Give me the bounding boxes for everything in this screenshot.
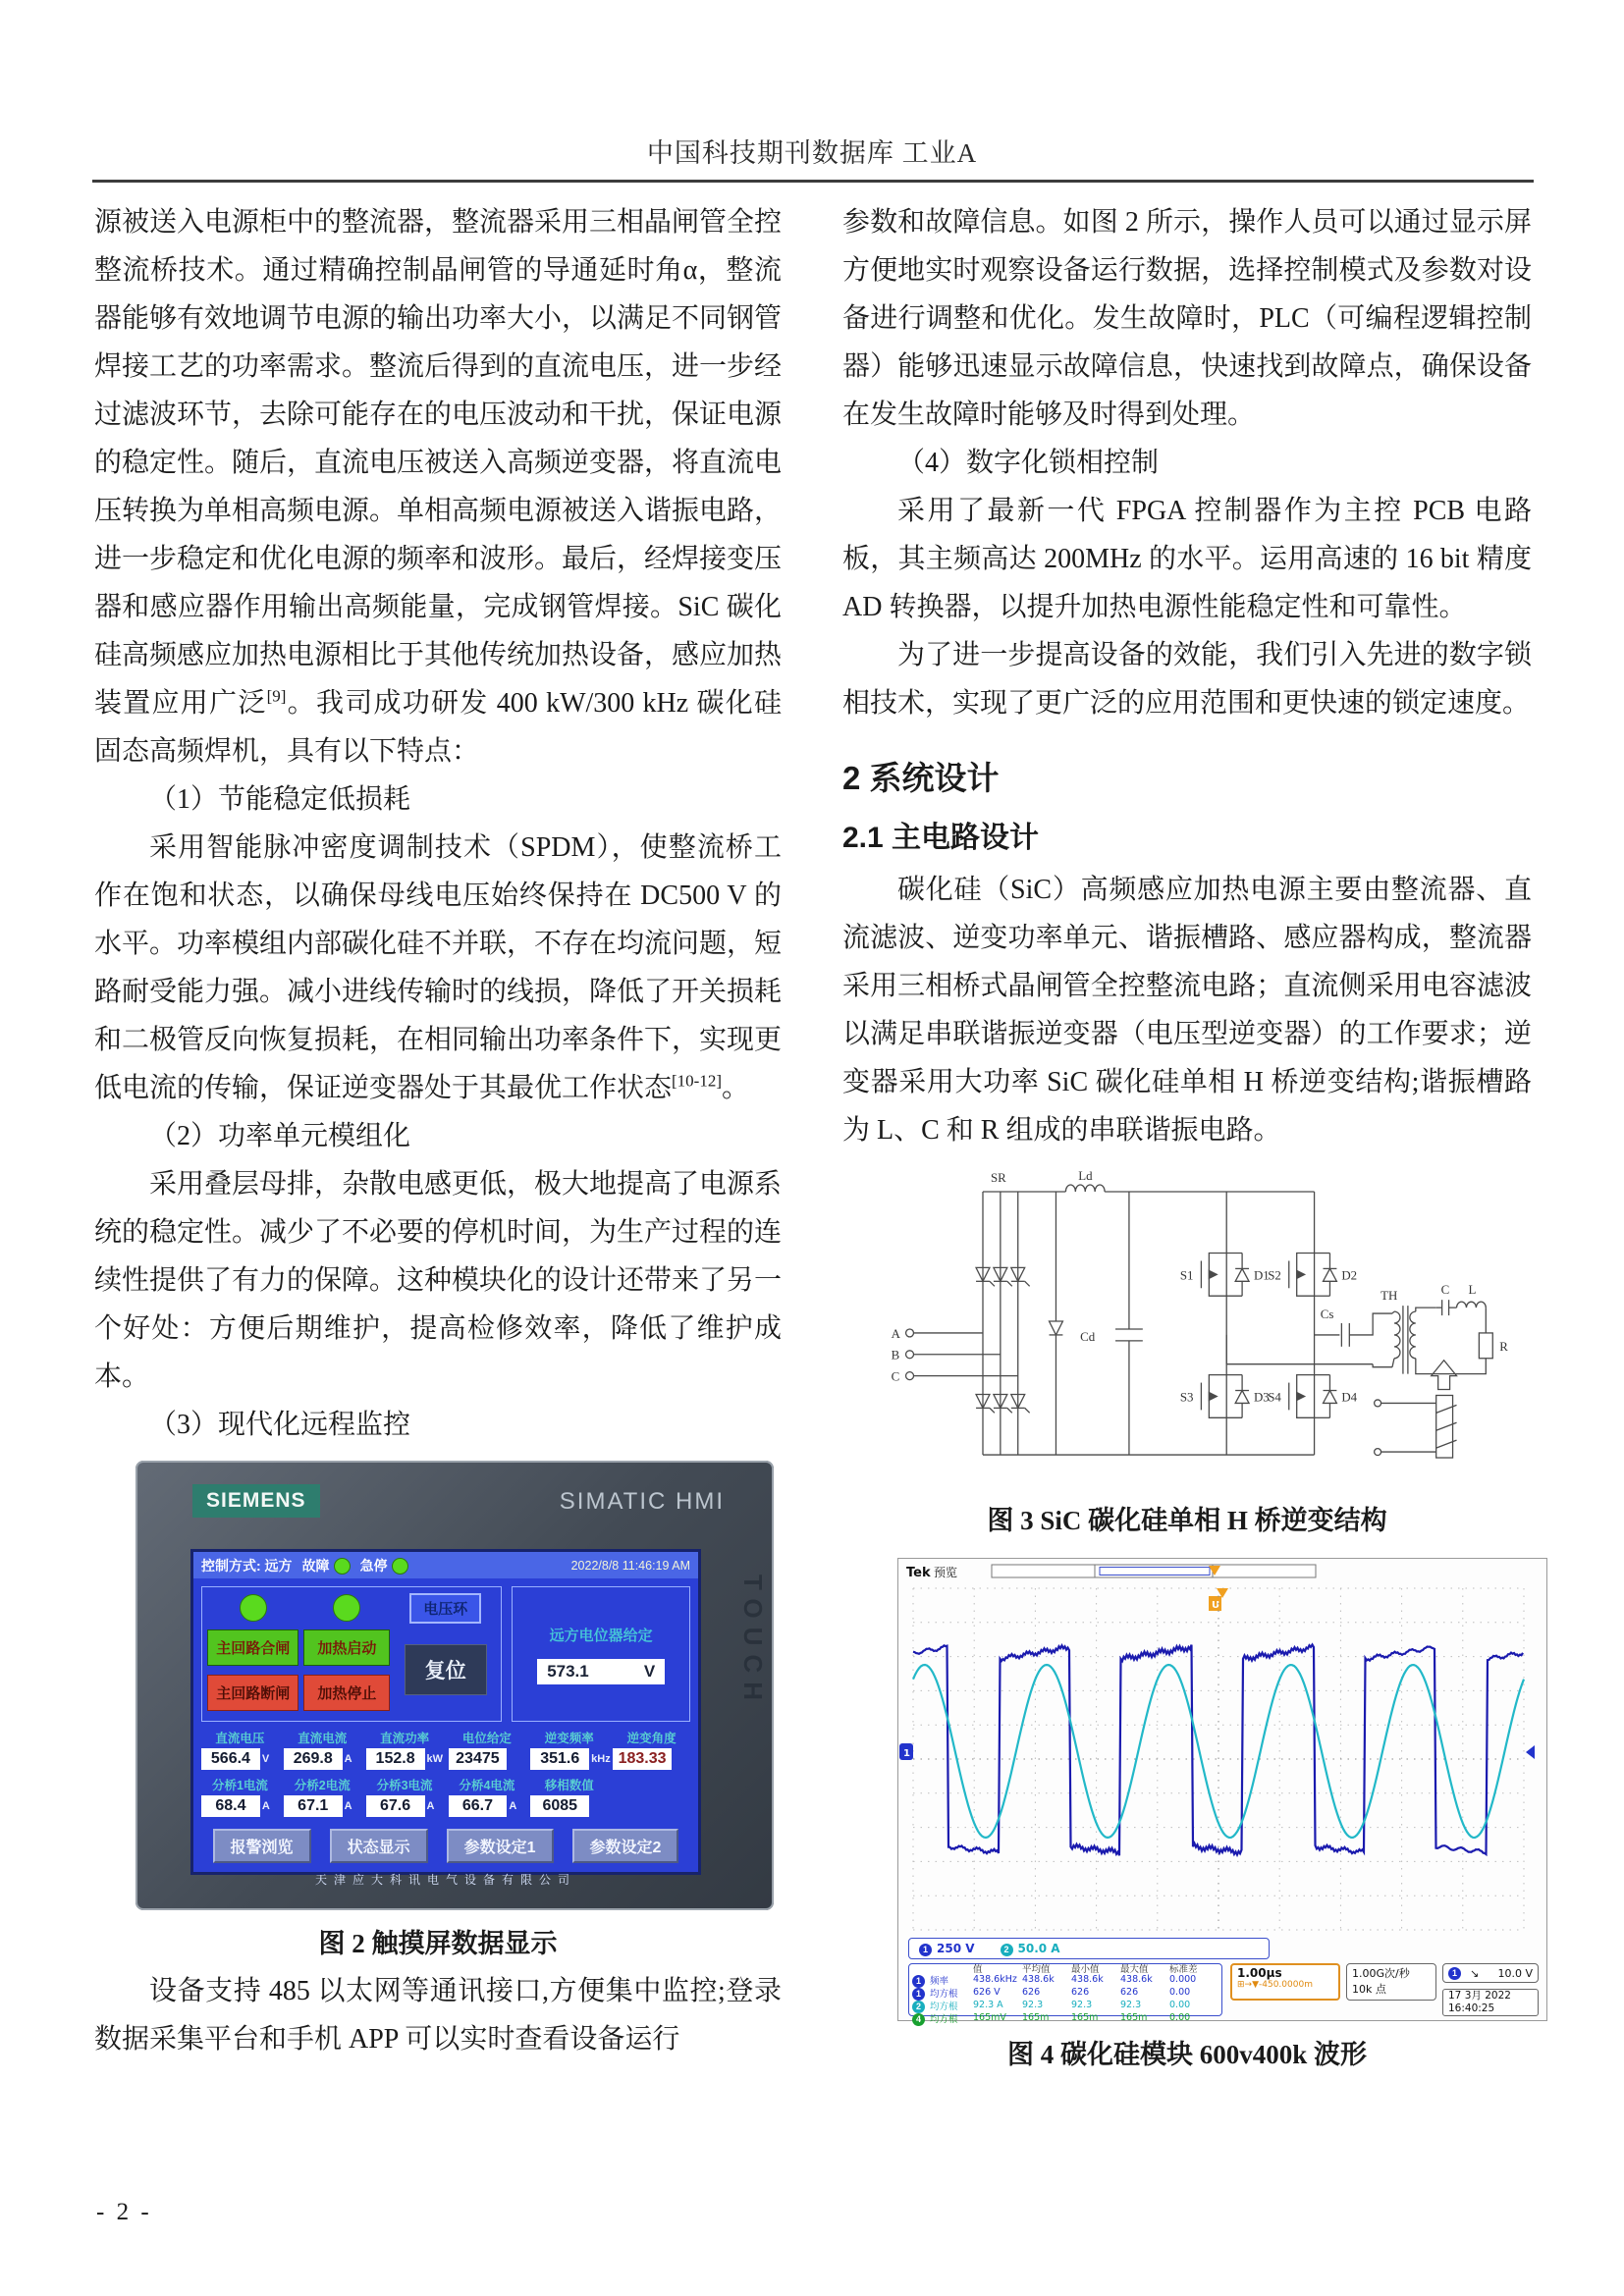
cell-unit: A (426, 1800, 435, 1812)
param-set2-button: 参数设定2 (572, 1829, 679, 1863)
reset-button: 复位 (405, 1644, 487, 1695)
pot-value-number: 573.1 (547, 1661, 589, 1681)
heating-start-button: 加热启动 (303, 1629, 390, 1666)
col-header: 最大值 (1120, 1964, 1149, 1975)
cell-label: 电位给定 (461, 1732, 512, 1745)
ch1-ground-marker (899, 1743, 913, 1760)
label-d3: D3 (1254, 1390, 1270, 1405)
scope-mode: 预览 (934, 1566, 958, 1579)
list-item-1-body (94, 824, 782, 1112)
ch4-badge: 4 (912, 2013, 925, 2026)
measurement-row-ch1-rms: 1 均方根 626 V 626 626 626 0.00 (912, 1988, 1218, 2001)
label-cs: Cs (1320, 1308, 1334, 1322)
measurement-row-ch2-rms: 2 均方根 92.3 A 92.3 92.3 92.3 0.00 (912, 2001, 1218, 2013)
trigger-slope-icon: ↘ (1470, 1966, 1480, 1980)
siemens-logo: SIEMENS (192, 1484, 320, 1518)
list-item-2-body: 采用叠层母排，杂散电感更低，极大地提高了电源系统的稳定性。减少了不必要的停机时间，为生产过程的连续性提供了有力的保障。这种模块化的设计还带来了另一个好处：方便后期维护，提高检修效率，降低了维护成本。 (94, 1169, 783, 1392)
control-mode-label: 控制方式: 远方 (201, 1557, 293, 1574)
label-th: TH (1380, 1289, 1398, 1304)
figure2-caption: 图 2 触摸屏数据显示 (318, 1929, 558, 1958)
hmi-nav-bar (193, 1823, 698, 1863)
inverter-frequency-cell (530, 1729, 611, 1770)
citation-ref-10-12: [10-12] (672, 1071, 722, 1091)
cell-value: 6085 (530, 1795, 589, 1817)
cell-label: 分桥3电流 (376, 1779, 433, 1792)
paragraph-plc: 参数和故障信息。如图 2 所示，操作人员可以通过显示屏方便地实时观察设备运行数据，选择控制模式及参数对设备进行调整和优化。发生故障时，PLC（可编程逻辑控制器）能够迅速显示故障信息，快速找到故障点，确保设备在发生故障时能够及时得到处理。 (842, 207, 1532, 430)
bridge1-current-cell (201, 1776, 279, 1817)
cell-label: 直流电流 (298, 1732, 348, 1745)
section-2-heading: 2 系统设计 (842, 760, 1000, 796)
trigger-box (1442, 1963, 1539, 1983)
label-d1: D1 (1254, 1268, 1270, 1283)
phase-shift-cell (530, 1776, 608, 1817)
heating-led (333, 1594, 360, 1622)
scope-grid (913, 1588, 1524, 1930)
cell-label: 直流电压 (215, 1732, 265, 1745)
cell-label: 逆变角度 (626, 1732, 677, 1745)
measurement-table (908, 1963, 1222, 2026)
citation-ref-9: [9] (266, 686, 287, 706)
list-item-1-title: （1）节能稳定低损耗 (149, 784, 411, 815)
svg-text:U: U (1212, 1600, 1220, 1611)
status-display-button: 状态显示 (330, 1829, 428, 1863)
pot-value-unit: V (643, 1661, 656, 1681)
scope-time: 16:40:25 (1448, 2002, 1495, 2014)
cell-unit: kHz (591, 1753, 611, 1765)
hmi-datetime: 2022/8/8 11:46:19 AM (570, 1558, 690, 1573)
main-circuit-open-button: 主回路断闸 (207, 1675, 298, 1711)
estop-led (392, 1558, 408, 1575)
main-circuit-led (240, 1594, 267, 1622)
remote-pot-value (537, 1659, 665, 1684)
timebase-box (1230, 1963, 1340, 2001)
cell-label: 分桥4电流 (459, 1779, 515, 1792)
empty-cell (613, 1776, 690, 1817)
hmi-data-row-1 (201, 1729, 690, 1770)
svg-text:1: 1 (903, 1748, 910, 1759)
cell-label: 直流功率 (380, 1732, 430, 1745)
cell-value: 67.1 (284, 1795, 343, 1817)
paragraph-text: 。我司成功研发 400 kW/300 kHz 碳化硅固态高频焊机，具有以下特点： (94, 688, 782, 767)
sample-rate-box (1346, 1963, 1436, 2001)
cell-value: 66.7 (449, 1795, 508, 1817)
paragraph-text: 采用智能脉冲密度调制技术（SPDM），使整流桥工作在饱和状态，以确保母线电压始终保持在 DC500 V 的水平。功率模组内部碳化硅不并联，不存在均流问题，短路耐受能力强。减小进线传输时的线损，降低了开关损耗和二极管反向恢复损耗，在相同输出功率条件下，实现更低电流的传输，保证逆变器处于其最优工作状态 (94, 832, 783, 1103)
ch1-scale: 1 250 V (919, 1942, 975, 1956)
label-ld: Ld (1078, 1169, 1093, 1184)
label-s4: S4 (1268, 1390, 1281, 1405)
list-item-4-body: 采用了最新一代 FPGA 控制器作为主控 PCB 电路板，其主频高达 200MHz 的水平。运用高速的 16 bit 精度 AD 转换器，以提升加热电源性能稳定性和可靠性。 (842, 496, 1532, 622)
cell-value: 67.6 (366, 1795, 425, 1817)
right-column (842, 198, 1532, 2078)
fault-label: 故障 (301, 1557, 330, 1574)
ch1-badge: 1 (912, 1975, 925, 1988)
figure2-hmi-photo (135, 1461, 774, 1910)
estop-indicator (360, 1556, 408, 1575)
cell-value: 183.33 (613, 1748, 672, 1770)
cell-label: 移相数值 (544, 1779, 594, 1792)
fault-led (334, 1558, 351, 1575)
paragraph-pll: 为了进一步提高设备的效能，我们引入先进的数字锁相技术，实现了更广泛的应用范围和更快速的锁定速度。 (842, 640, 1532, 719)
dc-voltage-cell (201, 1729, 279, 1770)
ch1-badge: 1 (1448, 1967, 1461, 1980)
hmi-bezel-top (135, 1461, 774, 1518)
cell-value: 566.4 (201, 1748, 260, 1770)
left-column (94, 198, 782, 2063)
circuit-svg (846, 1166, 1529, 1482)
timebase-value: 1.00μs (1237, 1966, 1282, 1980)
label-sr: SR (990, 1171, 1006, 1186)
label-s3: S3 (1179, 1390, 1194, 1405)
cell-label: 逆变频率 (544, 1732, 594, 1745)
remote-pot-label: 远方电位器给定 (549, 1627, 653, 1644)
paragraph-text: 。 (722, 1073, 750, 1103)
paragraph-rectifier (94, 198, 782, 775)
label-s1: S1 (1179, 1268, 1194, 1283)
hmi-status-bar (193, 1552, 698, 1578)
ch1-badge: 1 (919, 1944, 932, 1956)
cell-unit: A (261, 1800, 270, 1812)
cell-value: 269.8 (284, 1748, 343, 1770)
simatic-hmi-label: SIMATIC HMI (559, 1488, 725, 1515)
hmi-screen (190, 1549, 701, 1887)
remote-pot-panel (512, 1586, 690, 1722)
cell-value: 351.6 (530, 1748, 589, 1770)
paragraph-main-circuit: 碳化硅（SiC）高频感应加热电源主要由整流器、直流滤波、逆变功率单元、谐振槽路、感应器构成，整流器采用三相桥式晶闸管全控整流电路；直流侧采用电容滤波以满足串联谐振逆变器（电压型逆变器）的工作要求；逆变器采用大功率 SiC 碳化硅单相 H 桥逆变结构;谐振槽路为 L、C 和 R 组成的串联谐振电路。 (842, 875, 1532, 1146)
cell-unit: kW (426, 1753, 443, 1765)
label-l: L (1468, 1283, 1477, 1298)
label-phase-b: B (891, 1348, 900, 1362)
figure3-caption: 图 3 SiC 碳化硅单相 H 桥逆变结构 (987, 1506, 1387, 1535)
scope-brand: Tek (906, 1566, 931, 1580)
paragraph-communication: 设备支持 485 以太网等通讯接口,方便集中监控;登录数据采集平台和手机 APP 可以实时查看设备运行 (94, 1976, 782, 2055)
label-s2: S2 (1268, 1268, 1281, 1283)
measurement-row-freq: 1 频率 438.6kHz 438.6k 438.6k 438.6k 0.000 (912, 1975, 1218, 1988)
figure3-circuit-diagram (846, 1166, 1529, 1487)
pot-setpoint-cell (449, 1729, 526, 1770)
ch1-badge: 1 (912, 1988, 925, 2001)
dc-current-cell (284, 1729, 361, 1770)
estop-label: 急停 (359, 1557, 388, 1574)
trigger-level: 10.0 V (1497, 1966, 1533, 1980)
page-number: - 2 - (96, 2199, 152, 2225)
figure4-oscilloscope (897, 1558, 1547, 2026)
label-phase-c: C (891, 1369, 900, 1384)
figure4-caption: 图 4 碳化硅模块 600v400k 波形 (1006, 2040, 1368, 2069)
ch2-badge: 2 (912, 2001, 925, 2013)
channel-scale-bar (908, 1938, 1270, 1959)
col-header: 最小值 (1071, 1964, 1100, 1975)
scope-datetime-box (1442, 1989, 1539, 2016)
list-item-3-title: （3）现代化远程监控 (149, 1410, 411, 1440)
list-item-4-title: （4）数字化锁相控制 (897, 448, 1160, 478)
record-length: 10k 点 (1352, 1983, 1386, 1996)
col-header: 平均值 (1022, 1964, 1051, 1975)
header-rule (92, 180, 1534, 183)
scope-date: 17 3月 2022 (1448, 1990, 1511, 2002)
param-set1-button: 参数设定1 (447, 1829, 554, 1863)
fault-indicator (302, 1556, 351, 1575)
label-d4: D4 (1341, 1390, 1358, 1405)
col-header: 标准差 (1169, 1964, 1198, 1975)
journal-header: 中国科技期刊数据库 工业A (646, 138, 978, 168)
inverter-angle-cell (613, 1729, 690, 1770)
trigger-offset: ⊞→▼-450.0000m (1237, 1980, 1313, 1990)
cell-unit: V (261, 1753, 270, 1765)
bridge3-current-cell (366, 1776, 444, 1817)
label-cd: Cd (1080, 1329, 1096, 1344)
hmi-company-name: 天津应大科讯电气设备有限公司 (314, 1873, 576, 1887)
touch-label: TOUCH (738, 1575, 768, 1709)
sample-rate: 1.00G次/秒 (1352, 1967, 1410, 1980)
label-d2: D2 (1341, 1268, 1358, 1283)
cell-value: 23475 (449, 1748, 508, 1770)
voltage-loop-badge: 电压环 (409, 1593, 481, 1624)
hmi-control-panel (201, 1586, 502, 1722)
cell-unit: A (509, 1800, 517, 1812)
main-circuit-close-button: 主回路合闸 (207, 1629, 298, 1666)
dc-power-cell (366, 1729, 444, 1770)
ch2-scale: 2 50.0 A (1001, 1942, 1060, 1956)
paragraph-text: 源被送入电源柜中的整流器，整流器采用三相晶闸管全控整流桥技术。通过精确控制晶闸管的导通延时角α，整流器能够有效地调节电源的输出功率大小，以满足不同钢管焊接工艺的功率需求。整流后得到的直流电压，进一步经过滤波环节，去除可能存在的电压波动和干扰，保证电源的稳定性。随后，直流电压被送入高频逆变器，将直流电压转换为单相高频电源。单相高频电源被送入谐振电路，进一步稳定和优化电源的频率和波形。最后，经焊接变压器和感应器作用输出高频能量，完成钢管焊接。SiC 碳化硅高频感应加热电源相比于其他传统加热设备，感应加热装置应用广泛 (94, 207, 783, 719)
ch2-badge: 2 (1001, 1944, 1013, 1956)
label-r: R (1499, 1339, 1508, 1354)
hmi-control-area (193, 1578, 698, 1722)
cell-value: 152.8 (366, 1748, 425, 1770)
hmi-data-grid (193, 1722, 698, 1817)
heating-stop-button: 加热停止 (303, 1675, 390, 1711)
bridge2-current-cell (284, 1776, 361, 1817)
label-c: C (1440, 1283, 1450, 1298)
cell-value: 68.4 (201, 1795, 260, 1817)
cell-unit: A (344, 1753, 352, 1765)
bridge4-current-cell (449, 1776, 526, 1817)
hmi-data-row-2 (201, 1776, 690, 1817)
list-item-2-title: （2）功率单元模组化 (149, 1121, 411, 1151)
section-2-1-heading: 2.1 主电路设计 (842, 822, 1040, 854)
alarm-browse-button: 报警浏览 (213, 1829, 311, 1863)
cell-unit: A (344, 1800, 352, 1812)
col-header: 值 (973, 1964, 983, 1975)
measurement-row-ch4-rms: 4 均方根 165mV 165m 165m 165m 0.00 (912, 2013, 1218, 2026)
trigger-level-marker (1526, 1745, 1535, 1759)
label-phase-a: A (891, 1326, 900, 1341)
cell-label: 分桥1电流 (211, 1779, 268, 1792)
cell-label: 分桥2电流 (294, 1779, 351, 1792)
